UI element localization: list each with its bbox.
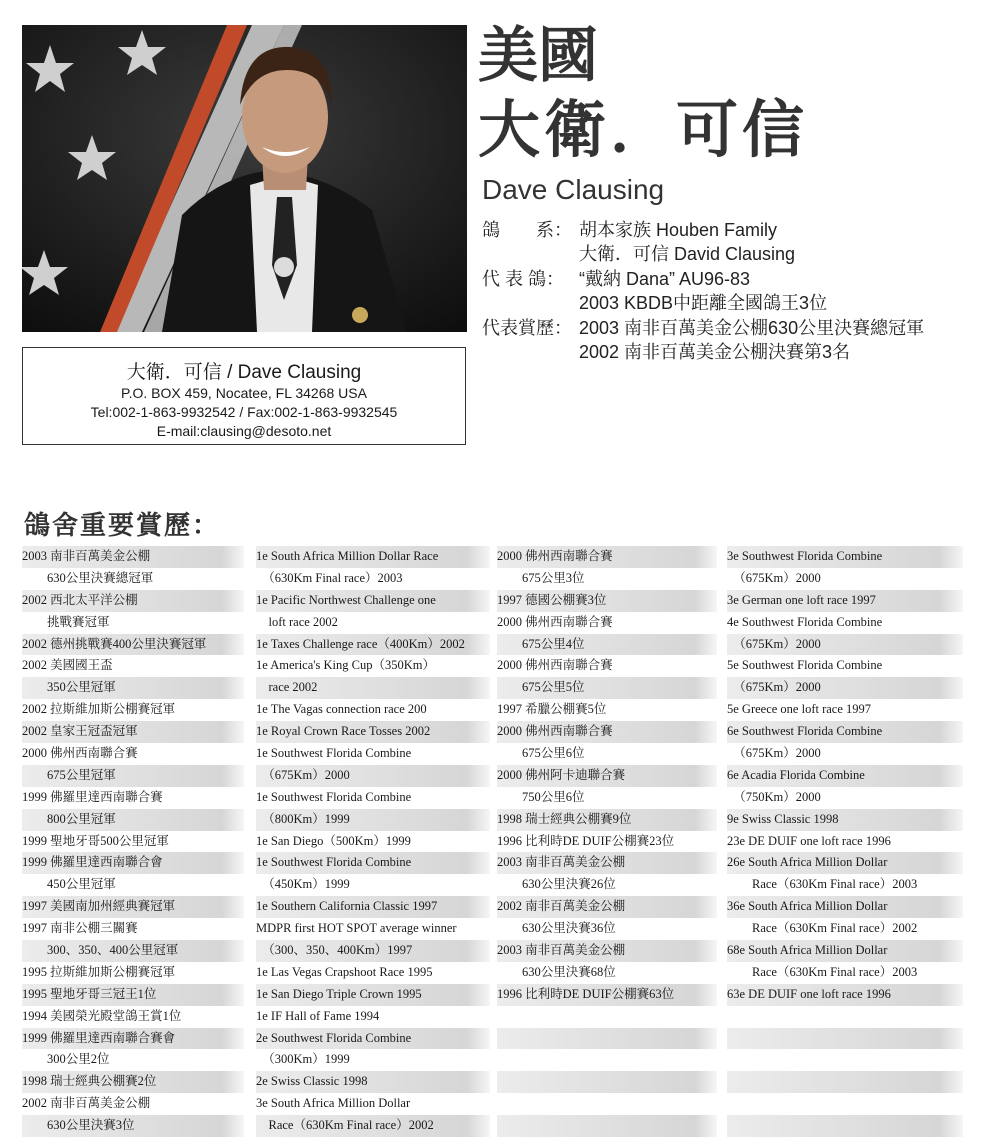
results-column-1 [22, 546, 244, 1137]
result-row: （675Km）2000 [727, 677, 963, 699]
info-lineage-line2 [482, 242, 796, 266]
result-row: （750Km）2000 [727, 789, 821, 804]
result-row: 1995 拉斯維加斯公棚賽冠軍 [22, 964, 176, 979]
result-row [497, 1028, 717, 1050]
result-row: 4e Southwest Florida Combine [727, 614, 883, 629]
result-row: 9e Swiss Classic 1998 [727, 809, 963, 831]
result-row [727, 1028, 963, 1050]
contact-address: P.O. BOX 459, Nocatee, FL 34268 USA [121, 385, 367, 401]
result-row: 675公里冠軍 [22, 765, 244, 787]
info-value: 2002 南非百萬美金公棚決賽第3名 [579, 342, 851, 362]
result-row: 2002 南非百萬美金公棚 [497, 896, 717, 918]
info-value: 大衛．可信 David Clausing [579, 244, 796, 264]
result-row [497, 1071, 717, 1093]
result-row: 2000 佛州西南聯合賽 [497, 614, 613, 629]
result-row: 1e Las Vegas Crapshoot Race 1995 [256, 964, 433, 979]
result-row [727, 1006, 963, 1028]
info-representative-awards-line2 [482, 340, 851, 364]
result-row [497, 1049, 717, 1071]
result-row: 630公里決賽3位 [22, 1115, 244, 1137]
result-row: 2003 南非百萬美金公棚 [497, 852, 717, 874]
result-row: （675Km）2000 [256, 765, 490, 787]
contact-phone: Tel:002-1-863-9932542 / Fax:002-1-863-9932545 [90, 404, 398, 420]
results-column-2 [256, 546, 490, 1137]
info-label: 代 表 鴿： [482, 269, 565, 289]
result-row [727, 1115, 963, 1137]
english-name: Dave Clausing [482, 174, 665, 205]
result-row: Race（630Km Final race）2003 [727, 877, 918, 892]
info-label: 鴿 系： [482, 220, 572, 240]
result-row [727, 1071, 963, 1093]
results-column-3 [497, 546, 717, 1137]
result-row: 1997 美國南加州經典賽冠軍 [22, 896, 244, 918]
result-row: 5e Southwest Florida Combine [727, 658, 883, 673]
result-row: 450公里冠軍 [22, 877, 116, 892]
result-row: 1e Southwest Florida Combine [256, 746, 412, 761]
result-row: 2003 南非百萬美金公棚 [497, 940, 717, 962]
result-row: 2002 皇家王冠盃冠軍 [22, 721, 244, 743]
result-row [727, 1049, 963, 1071]
result-row: 2002 西北太平洋公棚 [22, 590, 244, 612]
info-value: “戴納 Dana” AU96-83 [579, 269, 751, 289]
result-row: 2e Southwest Florida Combine [256, 1028, 490, 1050]
result-row: 1995 聖地牙哥三冠王1位 [22, 984, 244, 1006]
result-row: 2000 佛州西南聯合賽 [22, 746, 138, 761]
result-row: 挑戰賽冠軍 [22, 614, 110, 629]
info-representative-pigeon-line2 [482, 291, 828, 315]
result-row: 5e Greece one loft race 1997 [727, 702, 872, 717]
result-row: Race（630Km Final race）2002 [727, 921, 918, 936]
result-row: 630公里決賽68位 [497, 964, 616, 979]
result-row: （450Km）1999 [256, 877, 350, 892]
result-row: （800Km）1999 [256, 809, 490, 831]
info-label: 代表賞歷： [482, 318, 572, 338]
result-row: 1997 德國公棚賽3位 [497, 590, 717, 612]
result-row: 1999 佛羅里達西南聯合賽 [22, 789, 163, 804]
result-row: 23e DE DUIF one loft race 1996 [727, 833, 891, 848]
result-row: 2e Swiss Classic 1998 [256, 1071, 490, 1093]
result-row: 1997 南非公棚三關賽 [22, 921, 138, 936]
page-title-name: 大衛．可信 [478, 93, 809, 166]
result-row: 1e Southwest Florida Combine [256, 852, 490, 874]
result-row: 675公里3位 [497, 570, 585, 585]
result-row: 300公里2位 [22, 1052, 110, 1067]
result-row: 2000 佛州西南聯合賽 [497, 721, 717, 743]
result-row: 1e South Africa Million Dollar Race [256, 546, 490, 568]
result-row: 3e German one loft race 1997 [727, 590, 963, 612]
result-row: 1999 佛羅里達西南聯合賽會 [22, 1028, 244, 1050]
result-row: 1e Southern California Classic 1997 [256, 896, 490, 918]
result-row: 2000 佛州阿卡迪聯合賽 [497, 765, 717, 787]
result-row: 3e Southwest Florida Combine [727, 546, 963, 568]
result-row: 1e Royal Crown Race Tosses 2002 [256, 721, 490, 743]
portrait-photo [22, 25, 467, 332]
result-row: 63e DE DUIF one loft race 1996 [727, 984, 963, 1006]
result-row [497, 1115, 717, 1137]
result-row: 630公里決賽36位 [497, 921, 616, 936]
result-row: 675公里5位 [497, 677, 717, 699]
result-row: 2002 德州挑戰賽400公里決賽冠軍 [22, 634, 244, 656]
result-row: 1997 希臘公棚賽5位 [497, 702, 607, 717]
result-row: 1998 瑞士經典公棚賽9位 [497, 809, 717, 831]
result-row: 1999 聖地牙哥500公里冠軍 [22, 833, 169, 848]
result-row: 3e South Africa Million Dollar [256, 1096, 411, 1111]
result-row: 1996 比利時DE DUIF公棚賽23位 [497, 833, 675, 848]
result-row: 675公里6位 [497, 746, 585, 761]
result-row: 750公里6位 [497, 789, 585, 804]
info-value: 2003 南非百萬美金公棚630公里決賽總冠軍 [579, 318, 925, 338]
results-column-4 [727, 546, 963, 1137]
result-row: 1998 瑞士經典公棚賽2位 [22, 1071, 244, 1093]
result-row: 1e Taxes Challenge race（400Km）2002 [256, 634, 490, 656]
result-row: 1e Pacific Northwest Challenge one [256, 590, 490, 612]
result-row: 300、350、400公里冠軍 [22, 940, 244, 962]
result-row: Race（630Km Final race）2002 [256, 1115, 490, 1137]
result-row: 1e San Diego Triple Crown 1995 [256, 984, 490, 1006]
info-lineage [482, 218, 778, 242]
contact-card [22, 347, 466, 445]
result-row: 630公里決賽26位 [497, 877, 616, 892]
result-row: （300、350、400Km）1997 [256, 940, 490, 962]
result-row: 68e South Africa Million Dollar [727, 940, 963, 962]
result-row: Race（630Km Final race）2003 [727, 964, 918, 979]
section-title: 鴿舍重要賞歷： [24, 511, 221, 541]
result-row: 1994 美國榮光殿堂鴿王賞1位 [22, 1008, 182, 1023]
result-row: loft race 2002 [256, 614, 338, 629]
info-representative-pigeon [482, 267, 751, 291]
result-row: 6e Acadia Florida Combine [727, 765, 963, 787]
result-row: MDPR first HOT SPOT average winner [256, 921, 457, 936]
result-row: （630Km Final race）2003 [256, 570, 403, 585]
result-row: 1999 佛羅里達西南聯合會 [22, 852, 244, 874]
contact-email[interactable]: E-mail:clausing@desoto.net [156, 423, 332, 439]
contact-name: 大衛．可信 / Dave Clausing [126, 362, 362, 383]
result-row: 1e IF Hall of Fame 1994 [256, 1008, 380, 1023]
result-row [727, 1093, 963, 1115]
result-row: 1996 比利時DE DUIF公棚賽63位 [497, 984, 717, 1006]
result-row: 800公里冠軍 [22, 809, 244, 831]
result-row [497, 1006, 717, 1028]
result-row: 1e San Diego（500Km）1999 [256, 833, 411, 848]
result-row [497, 1093, 717, 1115]
result-row: 1e America's King Cup（350Km） [256, 658, 435, 673]
result-row: race 2002 [256, 677, 490, 699]
result-row: 6e Southwest Florida Combine [727, 721, 963, 743]
result-row: 2000 佛州西南聯合賽 [497, 546, 717, 568]
result-row: 2002 美國國王盃 [22, 658, 113, 673]
info-value: 胡本家族 Houben Family [579, 220, 778, 240]
result-row: 2002 拉斯維加斯公棚賽冠軍 [22, 702, 176, 717]
result-row: 2002 南非百萬美金公棚 [22, 1096, 151, 1111]
result-row: 630公里決賽總冠軍 [22, 570, 154, 585]
result-row: （300Km）1999 [256, 1052, 350, 1067]
result-row: 1e The Vagas connection race 200 [256, 702, 427, 717]
result-row: 2000 佛州西南聯合賽 [497, 658, 613, 673]
result-row: （675Km）2000 [727, 570, 821, 585]
page-title-country: 美國 [478, 21, 598, 91]
result-row: 675公里4位 [497, 634, 717, 656]
result-row: 350公里冠軍 [22, 677, 244, 699]
result-row: （675Km）2000 [727, 746, 821, 761]
result-row: 2003 南非百萬美金公棚 [22, 546, 244, 568]
result-row: 36e South Africa Million Dollar [727, 896, 963, 918]
info-value: 2003 KBDB中距離全國鴿王3位 [579, 293, 828, 313]
result-row: 26e South Africa Million Dollar [727, 852, 963, 874]
result-row: 1e Southwest Florida Combine [256, 789, 412, 804]
info-representative-awards [482, 316, 925, 340]
result-row: （675Km）2000 [727, 634, 963, 656]
